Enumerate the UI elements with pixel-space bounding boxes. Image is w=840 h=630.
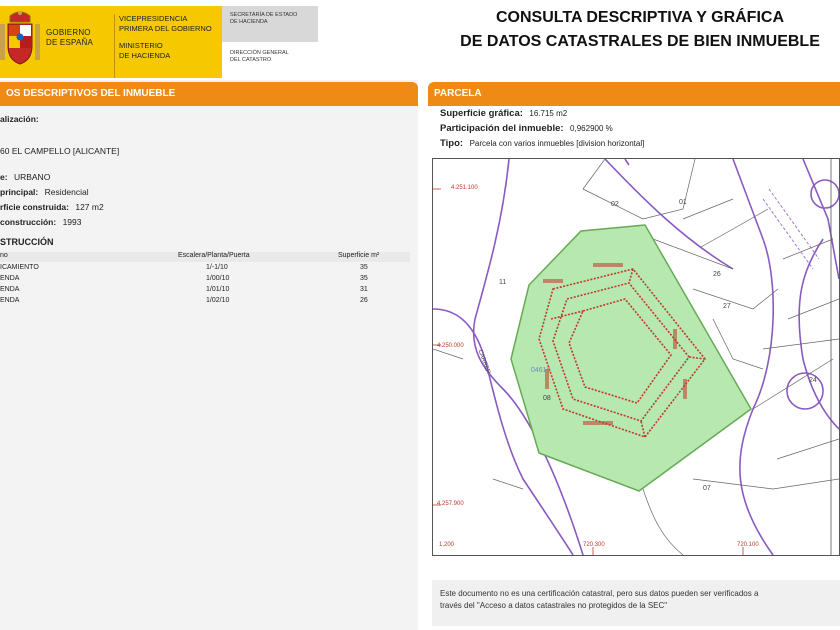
cadastral-map[interactable]: [432, 158, 840, 556]
row-3-uso: ENDA: [0, 286, 20, 293]
plot-label: 08: [543, 395, 551, 402]
superficie-label: rficie construida:: [0, 202, 69, 212]
row-1-superficie: 35: [360, 264, 368, 271]
superficie-row: [0, 202, 104, 212]
uso-row: [0, 187, 89, 197]
secretaria-name: [230, 12, 297, 26]
vice-line-2: PRIMERA DEL GOBIERNO: [119, 23, 212, 33]
plot-label: 11: [499, 279, 507, 286]
clase-label: e:: [0, 172, 8, 182]
address-row: [0, 146, 119, 156]
row-2-escalera: 1/00/10: [206, 275, 230, 282]
dir-line-2: DEL CATASTRO: [230, 57, 272, 63]
anio-row: [0, 217, 82, 227]
table-header-row: [0, 252, 410, 262]
row-1-escalera: 1/-1/10: [206, 264, 228, 271]
direccion-name: [230, 50, 289, 64]
parcel-panel: [428, 80, 840, 630]
tipo-row: [440, 138, 644, 149]
footnote: [432, 580, 840, 626]
uso-value: Residencial: [44, 187, 89, 197]
tipo-label: Tipo:: [440, 138, 464, 149]
participacion-row: [440, 123, 613, 134]
row-3-superficie: 31: [360, 286, 368, 293]
ministry-line-1: MINISTERIO: [119, 41, 163, 50]
document-title: [440, 6, 840, 54]
sec-line-1: SECRETARÍA DE ESTADO: [230, 12, 298, 18]
superficie-grafica-value: 16.715 m2: [529, 109, 568, 118]
row-4-escalera: 1/02/10: [206, 297, 230, 304]
coat-of-arms-icon: [0, 10, 40, 72]
descriptive-data-title: OS DESCRIPTIVOS DEL INMUEBLE: [0, 82, 418, 106]
anio-value: 1993: [62, 217, 82, 227]
header-superficie: Superficie m²: [338, 252, 380, 259]
row-2-superficie: 35: [360, 275, 368, 282]
superficie-value: 127 m2: [75, 202, 104, 212]
gov-line-2: DE ESPAÑA: [46, 38, 93, 47]
row-1-uso: ICAMIENTO: [0, 264, 39, 271]
superficie-grafica-label: Superficie gráfica:: [440, 108, 523, 119]
plot-label: 24: [809, 377, 817, 384]
cadastral-map-drawing: [433, 159, 839, 555]
page-header: [0, 0, 840, 80]
government-name: [46, 28, 93, 48]
street-label: CARRER: [476, 349, 491, 375]
coord-mid-label: 4.250.000: [437, 343, 464, 349]
descriptive-data-panel: [0, 80, 418, 630]
tipo-value: Parcela con varios inmuebles [division horizontal]: [469, 139, 645, 148]
plot-label: 02: [611, 201, 619, 208]
header-escalera: Escalera/Planta/Puerta: [178, 252, 250, 259]
coord-bottom-label: 4.257.900: [437, 501, 464, 507]
parcel-title: PARCELA: [428, 82, 840, 106]
localizacion-row: [0, 114, 39, 124]
coord-top-label: 4.251.100: [451, 185, 478, 191]
coord-x3-label: 720.100: [737, 542, 759, 548]
coord-x1-label: 1.200: [439, 542, 455, 548]
footnote-line-2: través del "Acceso a datos catastrales no protegidos de la SEC": [440, 601, 668, 610]
ministry-names: [114, 14, 212, 78]
localizacion-label: alización:: [0, 114, 39, 124]
row-2-uso: ENDA: [0, 275, 20, 282]
anio-label: construcción:: [0, 217, 57, 227]
superficie-grafica-row: [440, 108, 567, 119]
header-uso: no: [0, 252, 8, 259]
clase-value: URBANO: [13, 172, 51, 182]
title-line-2: DE DATOS CATASTRALES DE BIEN INMUEBLE: [460, 33, 820, 50]
row-4-superficie: 26: [360, 297, 368, 304]
plot-label: 27: [723, 303, 731, 310]
participacion-label: Participación del inmueble:: [440, 123, 564, 134]
plot-label: 26: [713, 271, 721, 278]
construccion-title: STRUCCIÓN: [0, 237, 54, 247]
row-4-uso: ENDA: [0, 297, 20, 304]
sec-line-2: DE HACIENDA: [230, 19, 268, 25]
main-parcel: [511, 225, 751, 491]
parcel-reference-label: 04616: [531, 367, 551, 374]
address-value: 60 EL CAMPELLO [ALICANTE]: [0, 146, 120, 156]
participacion-value: 0,962900 %: [570, 124, 613, 133]
gov-line-1: GOBIERNO: [46, 28, 91, 37]
footnote-line-1: Este documento no es una certificación catastral, pero sus datos pueden ser verificados a: [440, 589, 759, 598]
uso-label: principal:: [0, 187, 39, 197]
coord-x2-label: 720.300: [583, 542, 605, 548]
plot-label: 07: [703, 485, 711, 492]
row-3-escalera: 1/01/10: [206, 286, 230, 293]
government-logo-block: [0, 6, 222, 78]
vice-line-1: VICEPRESIDENCIA: [119, 14, 188, 23]
ministry-line-2: DE HACIENDA: [119, 50, 171, 60]
dir-line-1: DIRECCIÓN GENERAL: [230, 50, 289, 56]
plot-label: 01: [679, 199, 687, 206]
clase-row: [0, 172, 50, 182]
title-line-1: CONSULTA DESCRIPTIVA Y GRÁFICA: [495, 9, 784, 26]
